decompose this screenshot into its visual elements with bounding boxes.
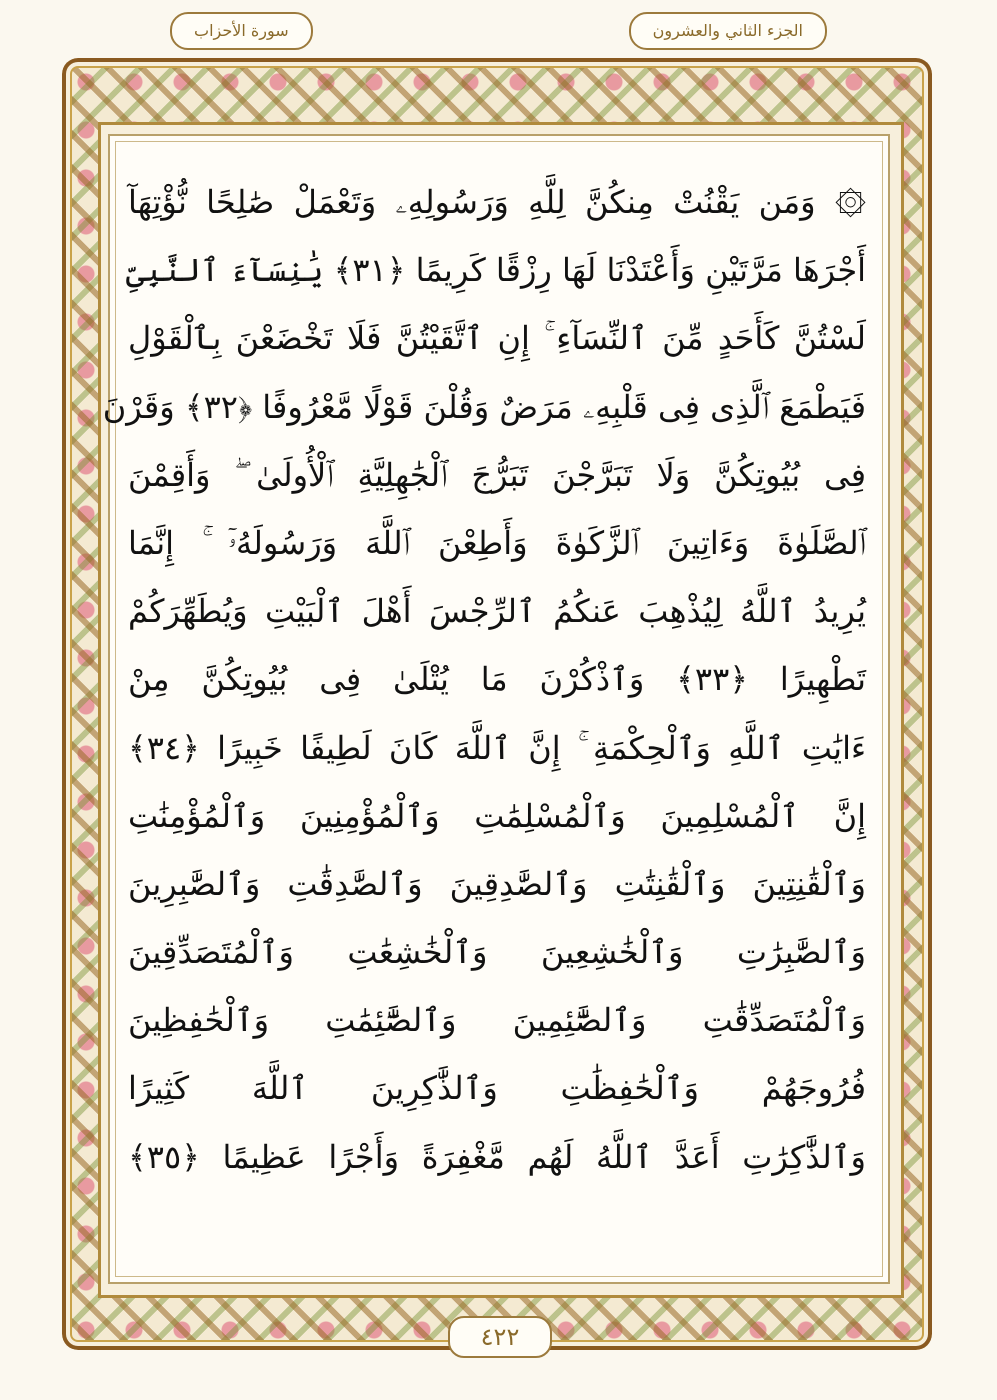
page-number: ٤٢٢ bbox=[448, 1316, 552, 1358]
text-line: وَٱلْمُتَصَدِّقَٰتِ وَٱلصَّٰٓئِمِينَ وَٱلصَّٰٓئِمَٰتِ وَٱلْحَٰفِظِينَ bbox=[128, 1001, 866, 1040]
text-line: تَطْهِيرًا ﴿٣٣﴾ وَٱذْكُرْنَ مَا يُتْلَىٰ فِى بُيُوتِكُنَّ مِنْ bbox=[128, 660, 867, 699]
text-line: ٱلصَّلَوٰةَ وَءَاتِينَ ٱلزَّكَوٰةَ وَأَطِعْنَ ٱللَّهَ وَرَسُولَهُۥٓ ۚ إِنَّمَا bbox=[128, 523, 866, 562]
text-line: وَٱلذَّٰكِرَٰتِ أَعَدَّ ٱللَّهُ لَهُم مَّغْفِرَةً وَأَجْرًا عَظِيمًا ﴿٣٥﴾ bbox=[128, 1137, 866, 1176]
text-line: ءَايَٰتِ ٱللَّهِ وَٱلْحِكْمَةِ ۚ إِنَّ ٱللَّهَ كَانَ لَطِيفًا خَبِيرًا ﴿٣٤﴾ bbox=[128, 728, 866, 767]
text-line: وَٱلْقَٰنِتِينَ وَٱلْقَٰنِتَٰتِ وَٱلصَّٰدِقِينَ وَٱلصَّٰدِقَٰتِ وَٱلصَّٰبِرِينَ bbox=[128, 864, 866, 903]
text-line: فَيَطْمَعَ ٱلَّذِى فِى قَلْبِهِۦ مَرَضٌ وَقُلْنَ قَوْلًا مَّعْرُوفًا ﴿٣٢﴾ وَقَرْنَ bbox=[102, 387, 866, 426]
text-line: فُرُوجَهُمْ وَٱلْحَٰفِظَٰتِ وَٱلذَّٰكِرِينَ ٱللَّهَ كَثِيرًا bbox=[128, 1069, 866, 1108]
quran-text-block bbox=[102, 168, 867, 1191]
text-line: وَٱلصَّٰبِرَٰتِ وَٱلْخَٰشِعِينَ وَٱلْخَٰشِعَٰتِ وَٱلْمُتَصَدِّقِينَ bbox=[128, 933, 866, 972]
text-line: ۞ وَمَن يَقْنُتْ مِنكُنَّ لِلَّهِ وَرَسُولِهِۦ وَتَعْمَلْ صَٰلِحًا نُّؤْتِهَآ bbox=[128, 183, 866, 221]
text-line: لَسْتُنَّ كَأَحَدٍ مِّنَ ٱلنِّسَآءِ ۚ إِنِ ٱتَّقَيْتُنَّ فَلَا تَخْضَعْنَ بِٱلْقَوْلِ bbox=[128, 319, 866, 358]
text-line: يُرِيدُ ٱللَّهُ لِيُذْهِبَ عَنكُمُ ٱلرِّجْسَ أَهْلَ ٱلْبَيْتِ وَيُطَهِّرَكُمْ bbox=[128, 592, 866, 631]
surah-name-label: سورة الأحزاب bbox=[170, 12, 313, 50]
juz-name-label: الجزء الثاني والعشرون bbox=[629, 12, 827, 50]
text-line: أَجْرَهَا مَرَّتَيْنِ وَأَعْتَدْنَا لَهَا رِزْقًا كَرِيمًا ﴿٣١﴾ يَٰنِسَآءَ ٱلنَّبِىِّ bbox=[125, 251, 866, 290]
text-line: فِى بُيُوتِكُنَّ وَلَا تَبَرَّجْنَ تَبَرُّجَ ٱلْجَٰهِلِيَّةِ ٱلْأُولَىٰ ۖ وَأَقِمْنَ bbox=[128, 455, 866, 494]
text-line: إِنَّ ٱلْمُسْلِمِينَ وَٱلْمُسْلِمَٰتِ وَٱلْمُؤْمِنِينَ وَٱلْمُؤْمِنَٰتِ bbox=[128, 796, 866, 835]
